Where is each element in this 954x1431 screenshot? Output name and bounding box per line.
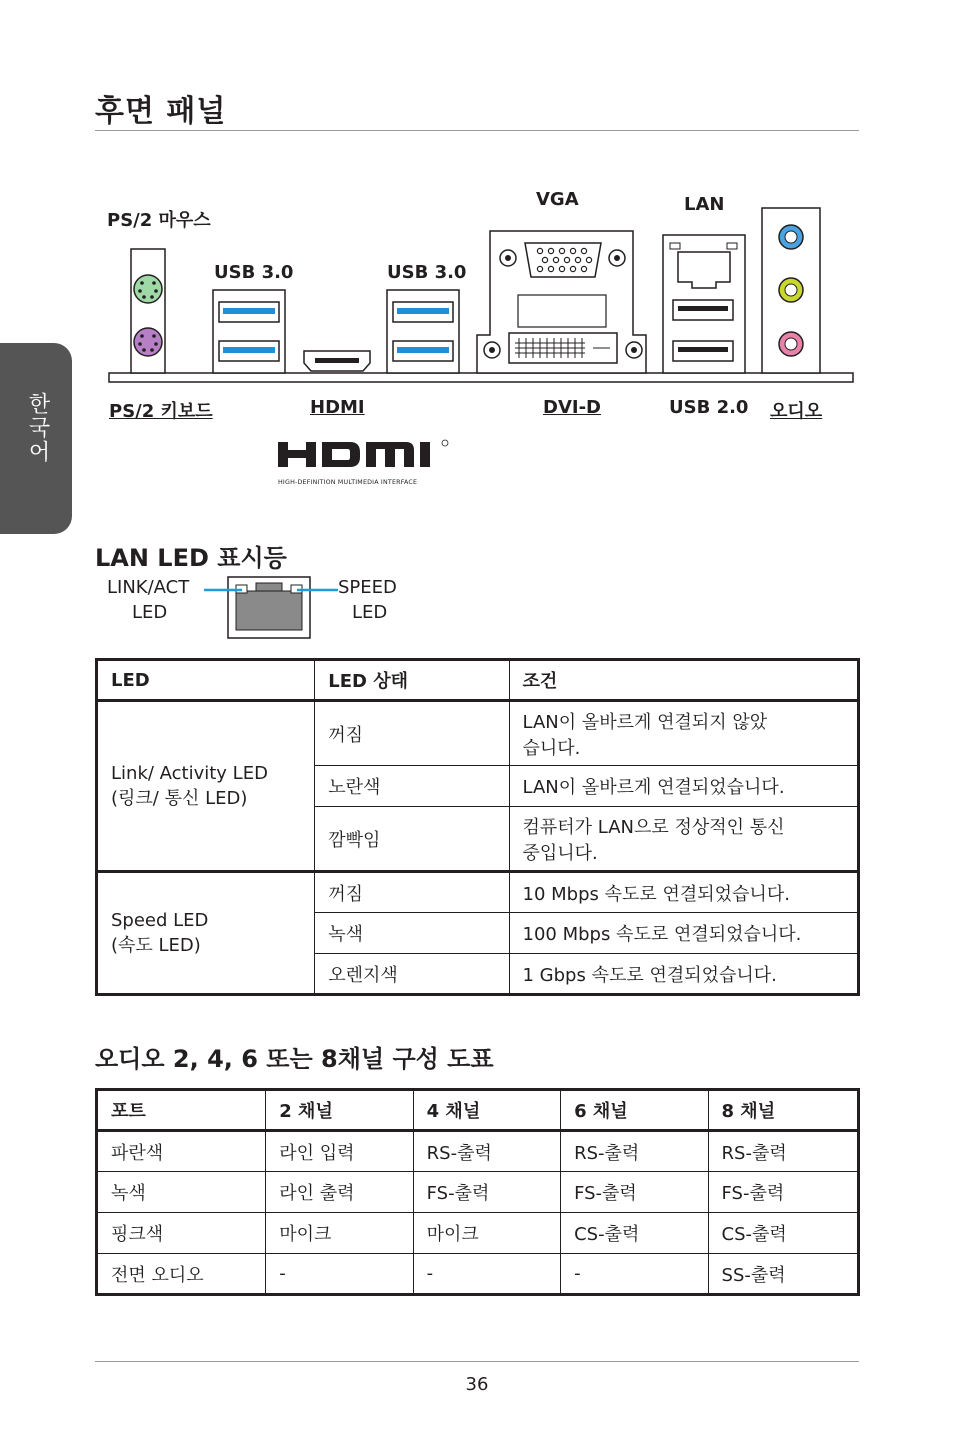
led-state-cell: 오렌지색 (315, 954, 509, 995)
table-cell: CS-출력 (561, 1213, 708, 1254)
table-cell: RS-출력 (708, 1131, 858, 1172)
table-cell: FS-출력 (413, 1172, 560, 1213)
usb20-label: USB 2.0 (669, 397, 749, 418)
language-side-tab-label: 한국어 (25, 392, 50, 464)
usb30-left-top-port (223, 308, 275, 314)
table-cell: FS-출력 (708, 1172, 858, 1213)
usb30-right-bottom-port (397, 347, 449, 353)
page-number: 36 (465, 1374, 489, 1395)
table-header-cell: LED 상태 (315, 660, 509, 701)
footer-divider (95, 1361, 859, 1362)
led-group-speed: Speed LED (속도 LED) (97, 872, 315, 995)
led-state-cell: 깜빡임 (315, 807, 509, 872)
hdmi-logo-subtitle: HIGH-DEFINITION MULTIMEDIA INTERFACE (278, 479, 418, 486)
table-header-cell: 포트 (97, 1090, 266, 1131)
table-row (97, 1213, 859, 1254)
table-cell: - (561, 1254, 708, 1295)
hdmi-label: HDMI (310, 397, 365, 418)
table-row (97, 701, 859, 766)
table-header-cell: 2 채널 (266, 1090, 413, 1131)
table-cell: RS-출력 (561, 1131, 708, 1172)
led-group-link: Link/ Activity LED (링크/ 통신 LED) (97, 701, 315, 872)
lan-jack-opening (236, 591, 302, 630)
table-cell: - (266, 1254, 413, 1295)
led-condition-cell: 1 Gbps 속도로 연결되었습니다. (509, 954, 859, 995)
panel-base-plate (109, 373, 853, 382)
table-cell: - (413, 1254, 560, 1295)
table-cell: 파란색 (97, 1131, 266, 1172)
vga-label: VGA (536, 189, 579, 210)
table-cell: 핑크색 (97, 1213, 266, 1254)
table-cell: 전면 오디오 (97, 1254, 266, 1295)
table-header-cell: 조건 (509, 660, 859, 701)
table-header-cell: 8 채널 (708, 1090, 858, 1131)
table-header-cell: LED (97, 660, 315, 701)
ps2-keyboard-label: PS/2 키보드 (109, 401, 213, 422)
table-row (97, 872, 859, 913)
table-cell: CS-출력 (708, 1213, 858, 1254)
speed-led-label: LED (352, 602, 388, 623)
table-cell: FS-출력 (561, 1172, 708, 1213)
link-act-led-label: LED (132, 602, 168, 623)
table-header-cell: 6 채널 (561, 1090, 708, 1131)
ps2-keyboard-port (134, 328, 162, 356)
lan-led-table (95, 658, 860, 996)
speed-label: SPEED (338, 577, 397, 598)
led-condition-cell: LAN이 올바르게 연결되지 않았 습니다. (509, 701, 859, 766)
lan-label: LAN (684, 194, 725, 215)
lan-port (678, 252, 730, 288)
led-condition-cell: 10 Mbps 속도로 연결되었습니다. (509, 872, 859, 913)
usb30-label-left: USB 3.0 (214, 262, 294, 283)
table-cell: SS-출력 (708, 1254, 858, 1295)
table-cell: 라인 입력 (266, 1131, 413, 1172)
dvid-label: DVI-D (543, 397, 601, 418)
table-row (97, 1254, 859, 1295)
lan-led-heading: LAN LED 표시등 (95, 544, 287, 572)
rear-panel-diagram (105, 205, 857, 385)
table-cell: 마이크 (413, 1213, 560, 1254)
title-divider (95, 130, 859, 131)
led-state-cell: 노란색 (315, 766, 509, 807)
usb30-right-top-port (397, 308, 449, 314)
table-cell: 녹색 (97, 1172, 266, 1213)
led-state-cell: 녹색 (315, 913, 509, 954)
hdmi-logo-mark (278, 439, 454, 483)
table-header-cell: 4 채널 (413, 1090, 560, 1131)
lan-led-diagram (200, 575, 340, 641)
table-cell: 라인 출력 (266, 1172, 413, 1213)
led-condition-cell: LAN이 올바르게 연결되었습니다. (509, 766, 859, 807)
audio-config-heading: 오디오 2, 4, 6 또는 8채널 구성 도표 (95, 1045, 494, 1073)
led-condition-cell: 컴퓨터가 LAN으로 정상적인 통신 중입니다. (509, 807, 859, 872)
led-state-cell: 꺼짐 (315, 701, 509, 766)
usb30-label-right: USB 3.0 (387, 262, 467, 283)
table-header-row (97, 1090, 859, 1131)
ps2-mouse-port (134, 275, 162, 303)
audio-label: 오디오 (770, 401, 823, 422)
table-row (97, 1172, 859, 1213)
page-title: 후면 패널 (95, 94, 227, 129)
table-header-row (97, 660, 859, 701)
led-condition-cell: 100 Mbps 속도로 연결되었습니다. (509, 913, 859, 954)
table-cell: 마이크 (266, 1213, 413, 1254)
table-row (97, 1131, 859, 1172)
hdmi-logo (278, 439, 454, 486)
ps2-mouse-label: PS/2 마우스 (107, 210, 211, 231)
table-cell: RS-출력 (413, 1131, 560, 1172)
link-act-label: LINK/ACT (107, 577, 190, 598)
usb30-left-bottom-port (223, 347, 275, 353)
led-state-cell: 꺼짐 (315, 872, 509, 913)
audio-config-table (95, 1088, 860, 1296)
